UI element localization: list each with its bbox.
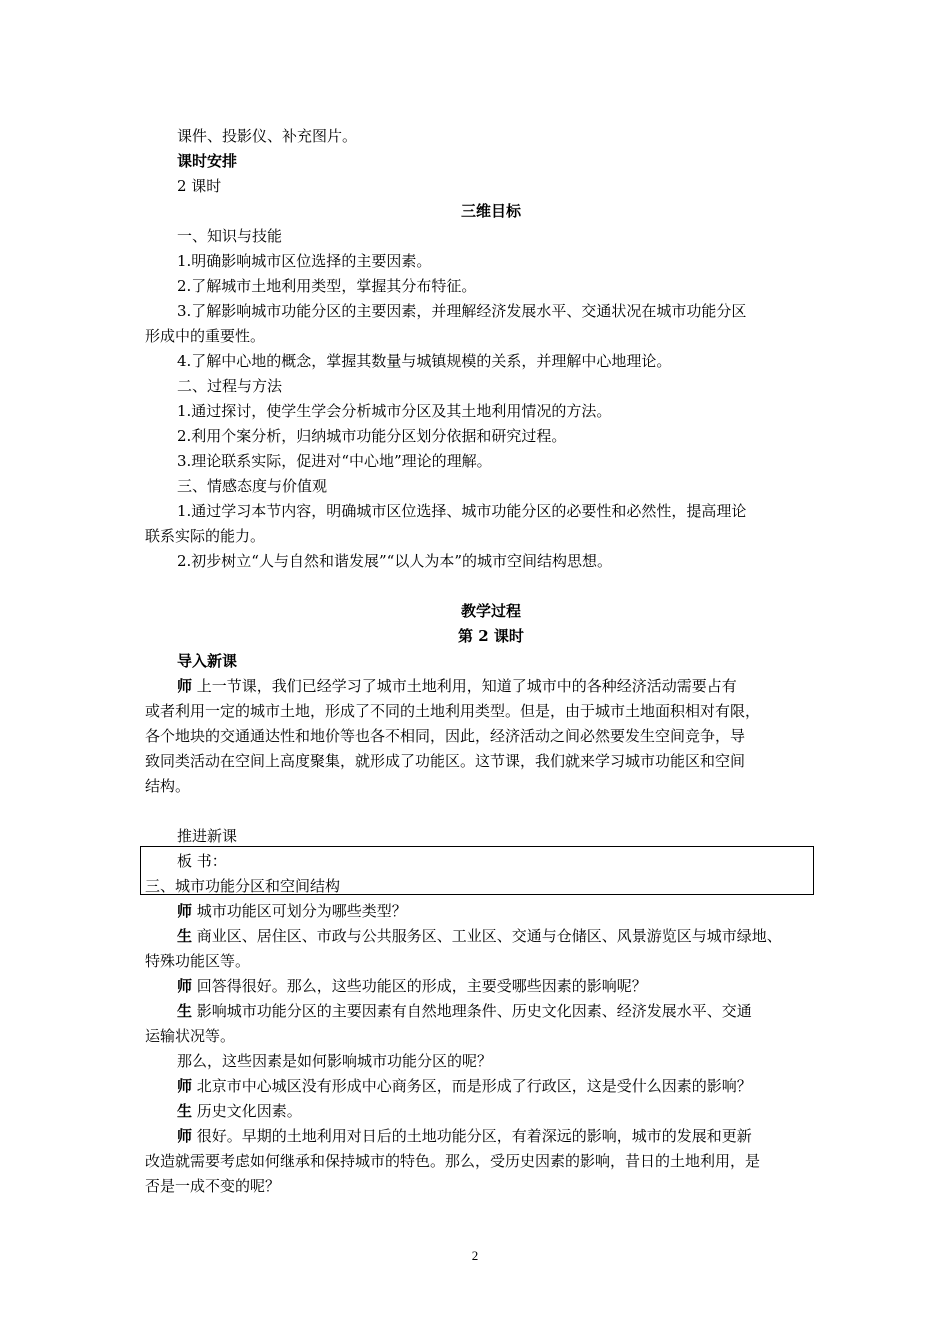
page-number: 2 (471, 1248, 479, 1263)
dialogue-7 (177, 1101, 302, 1121)
intro-para-line-3: 各个地块的交通通达性和地价等也各不相同，因此，经济活动之间必然要发生空间竞争，导 (145, 727, 746, 745)
attitude-item-1-cont: 联系实际的能力。 (145, 527, 266, 545)
intro-heading: 导入新课 (177, 652, 238, 670)
dialogue-6 (177, 1076, 752, 1096)
process-item-2: 2.利用个案分析，归纳城市功能分区划分依据和研究过程。 (177, 427, 567, 445)
dialogue-text: 历史文化因素。 (196, 1102, 302, 1120)
intro-para-line-5: 结构。 (145, 777, 191, 795)
speaker-teacher: 师 (177, 1077, 193, 1095)
knowledge-heading: 一、知识与技能 (177, 227, 283, 245)
dialogue-8-cont-1: 改造就需要考虑如何继承和保持城市的特色。那么，受历史因素的影响，昔日的土地利用，是 (145, 1152, 761, 1170)
knowledge-item-3-cont: 形成中的重要性。 (145, 327, 266, 345)
intro-text: 上一节课，我们已经学习了城市土地利用，知道了城市中的各种经济活动需要占有 (196, 677, 737, 695)
speaker-teacher: 师 (177, 1127, 193, 1145)
attitude-item-2: 2.初步树立“人与自然和谐发展”“以人为本”的城市空间结构思想。 (177, 552, 612, 570)
attitude-item-1: 1.通过学习本节内容，明确城市区位选择、城市功能分区的必要性和必然性，提高理论 (177, 502, 747, 520)
intro-para-line-1 (177, 676, 737, 696)
dialogue-text: 影响城市功能分区的主要因素有自然地理条件、历史文化因素、经济发展水平、交通 (196, 1002, 752, 1020)
dialogue-8 (177, 1126, 752, 1146)
process-item-1: 1.通过探讨，使学生学会分析城市分区及其土地利用情况的方法。 (177, 402, 612, 420)
dialogue-text: 北京市中心城区没有形成中心商务区，而是形成了行政区，这是受什么因素的影响？ (196, 1077, 752, 1095)
speaker-teacher: 师 (177, 977, 193, 995)
speaker-teacher: 师 (177, 677, 193, 695)
materials-line: 课件、投影仪、补充图片。 (177, 127, 358, 145)
knowledge-item-1: 1.明确影响城市区位选择的主要因素。 (177, 252, 432, 270)
schedule-value: 2 课时 (177, 177, 222, 195)
attitude-heading: 三、情感态度与价值观 (177, 477, 328, 495)
dialogue-2-cont: 特殊功能区等。 (145, 952, 251, 970)
knowledge-item-4: 4.了解中心地的概念，掌握其数量与城镇规模的关系，并理解中心地理论。 (177, 352, 672, 370)
intro-para-line-2: 或者利用一定的城市土地，形成了不同的土地利用类型。但是，由于城市土地面积相对有限， (145, 702, 761, 720)
dialogue-1 (177, 901, 407, 921)
dialogue-2 (177, 926, 782, 946)
board-text: 三、城市功能分区和空间结构 (145, 877, 341, 895)
dialogue-5: 那么，这些因素是如何影响城市功能分区的呢？ (177, 1052, 493, 1070)
teaching-process-heading: 教学过程 (460, 602, 521, 620)
speaker-student: 生 (177, 1102, 193, 1120)
process-method-heading: 二、过程与方法 (177, 377, 283, 395)
goals-heading: 三维目标 (460, 202, 521, 220)
dialogue-text: 商业区、居住区、市政与公共服务区、工业区、交通与仓储区、风景游览区与城市绿地、 (196, 927, 782, 945)
process-item-3: 3.理论联系实际，促进对“中心地”理论的理解。 (177, 452, 492, 470)
intro-para-line-4: 致同类活动在空间上高度聚集，就形成了功能区。这节课，我们就来学习城市功能区和空间 (145, 752, 746, 770)
dialogue-4-cont: 运输状况等。 (145, 1027, 236, 1045)
dialogue-text: 很好。早期的土地利用对日后的土地功能分区，有着深远的影响，城市的发展和更新 (196, 1127, 752, 1145)
speaker-student: 生 (177, 1002, 193, 1020)
dialogue-text: 回答得很好。那么，这些功能区的形成，主要受哪些因素的影响呢？ (196, 977, 647, 995)
schedule-heading: 课时安排 (177, 152, 238, 170)
dialogue-3 (177, 976, 647, 996)
dialogue-4 (177, 1001, 752, 1021)
dialogue-text: 城市功能区可划分为哪些类型？ (196, 902, 407, 920)
knowledge-item-3: 3.了解影响城市功能分区的主要因素，并理解经济发展水平、交通状况在城市功能分区 (177, 302, 747, 320)
knowledge-item-2: 2.了解城市土地利用类型，掌握其分布特征。 (177, 277, 477, 295)
speaker-teacher: 师 (177, 902, 193, 920)
speaker-student: 生 (177, 927, 193, 945)
lesson-heading: 第 2 课时 (458, 627, 524, 645)
board-label: 板 书： (177, 852, 227, 870)
advance-heading: 推进新课 (177, 827, 238, 845)
dialogue-8-cont-2: 否是一成不变的呢？ (145, 1177, 281, 1195)
